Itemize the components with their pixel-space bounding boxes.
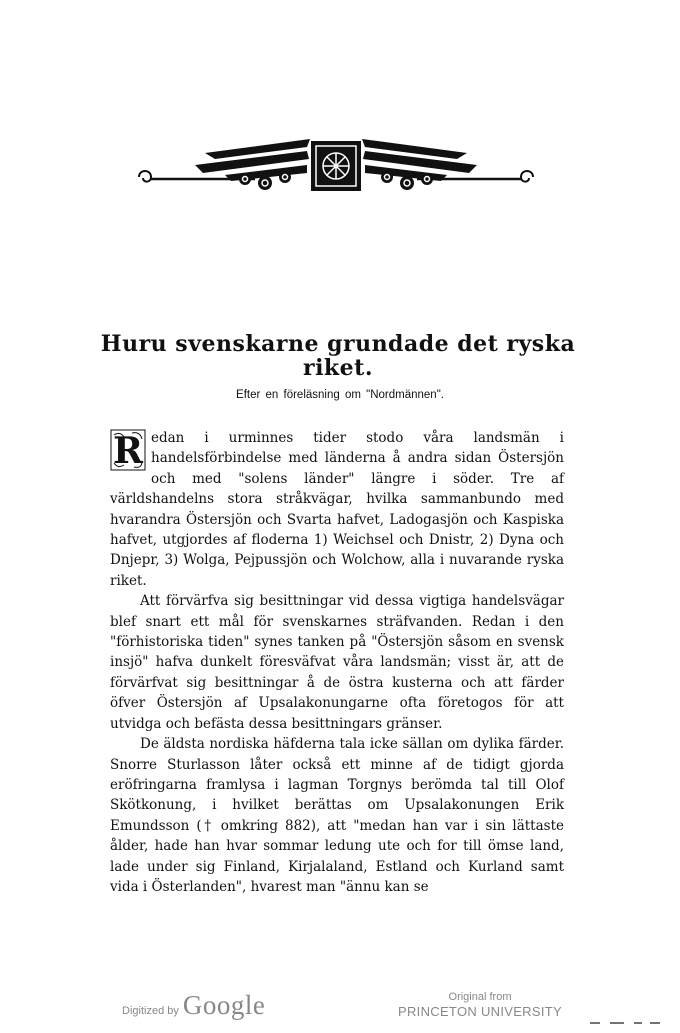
subtitle: Efter en föreläsning om "Nordmännen". — [236, 389, 444, 401]
dropcap-letter: R — [113, 430, 143, 471]
paragraph-2: Att förvärfva sig besittningar vid dessa vigtiga handelsvägar blef snart ett mål för svenskarnes sträfvanden. Redan i den "förhistoriska tiden" synes tanken på "Östersjön såsom en svensk insjö" hafva dunkelt föresväfvat våra landsmän; visst är, att de förvärfvat sig besittningar å de östra kusterna och att färder öfver Östersjön af Upsalakonungarne ofta företogos för att utvidga och befästa dessa besittningars gränser. — [110, 593, 564, 732]
university-label: PRINCETON UNIVERSITY — [398, 1004, 562, 1019]
digitized-by-watermark — [122, 990, 265, 1024]
google-logo: Google — [182, 990, 266, 1020]
dropcap-ornament — [110, 429, 146, 471]
body-text — [110, 428, 564, 897]
scan-artifact — [590, 1019, 660, 1027]
original-from-watermark — [395, 990, 565, 1020]
page-title: Huru svenskarne grundade det ryska riket. — [100, 331, 576, 381]
original-from-label: Original from — [448, 991, 512, 1003]
paragraph-1-text: edan i urminnes tider stodo våra landsmän i handelsförbindelse med länderna å andra sidan Östersjön och med "solens länder" längre i söder. Tre af världshandelns stora stråkvägar, hvilka sammanbundo med hvarandra Östersjön och Svarta hafvet, Ladogasjön och Kaspiska hafvet, utgjordes af floderna 1) Weichsel och Dnistr, 2) Dyna och Dnjepr, 3) Wolga, Pejpussjön och Wolchow, alla i nuvarande ryska riket. — [110, 430, 564, 589]
paragraph-3: De äldsta nordiska häfderna tala icke sällan om dylika färder. Snorre Sturlasson låter också ett minne af de tidigt gjorda eröfringarna framlysa i lagman Torgnys berömda tal till Olof Skötkonung, i hvilket berättas om Upsalakonungen Erik Emundsson († omkring 882), att "medan han var i sin lättaste ålder, hade han hvar sommar ledung ute och for till ömse land, lade under sig Finland, Kirjalaland, Estland och Kurland samt vida i Österlanden", hvarest man "ännu kan se — [110, 736, 564, 895]
paragraph-1 — [110, 428, 564, 591]
digitized-by-label: Digitized by — [122, 1005, 179, 1017]
header-ornament — [135, 133, 537, 195]
